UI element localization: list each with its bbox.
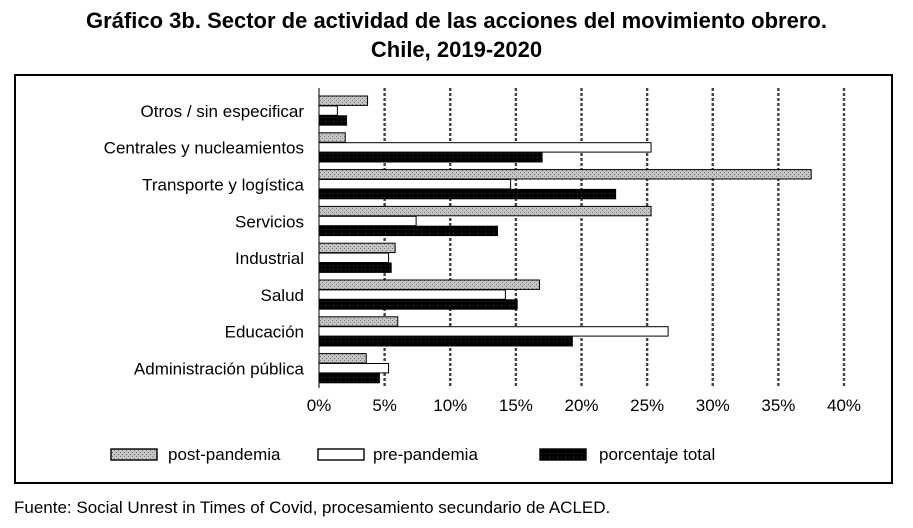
category-label: Salud xyxy=(260,285,304,305)
bar-post-pandemia xyxy=(319,354,366,363)
bar-post-pandemia xyxy=(319,133,345,142)
x-tick-label: 15% xyxy=(498,396,533,415)
bar-post-pandemia xyxy=(319,280,540,289)
bar-post-pandemia xyxy=(319,317,398,326)
bar-porcentaje-total xyxy=(319,116,347,125)
x-tick-label: 5% xyxy=(372,396,397,415)
bar-porcentaje-total xyxy=(319,153,542,162)
x-tick-label: 35% xyxy=(761,396,796,415)
bar-pre-pandemia xyxy=(319,143,651,152)
x-tick-label: 0% xyxy=(306,396,332,415)
category-label: Educación xyxy=(224,322,304,342)
bar-post-pandemia xyxy=(319,96,368,105)
category-label: Centrales y nucleamientos xyxy=(103,138,304,158)
bar-pre-pandemia xyxy=(319,364,389,373)
x-tick-label: 10% xyxy=(433,396,468,415)
bar-porcentaje-total xyxy=(319,300,517,309)
x-tick-label: 25% xyxy=(630,396,665,415)
chart-title xyxy=(0,6,913,64)
legend-swatch-pre-pandemia xyxy=(318,449,364,460)
category-label: Industrial xyxy=(235,249,304,269)
bar-porcentaje-total xyxy=(319,263,391,272)
source-note: Fuente: Social Unrest in Times of Covid, procesamiento secundario de ACLED. xyxy=(14,498,611,517)
bar-pre-pandemia xyxy=(319,106,337,115)
bar-post-pandemia xyxy=(319,170,811,179)
bar-pre-pandemia xyxy=(319,327,668,336)
category-label: Servicios xyxy=(235,212,304,232)
bar-pre-pandemia xyxy=(319,180,511,189)
x-tick-label: 40% xyxy=(826,396,862,415)
bar-porcentaje-total xyxy=(319,337,572,346)
bar-pre-pandemia xyxy=(319,290,505,299)
bar-pre-pandemia xyxy=(319,216,416,225)
legend-label-pre-pandemia: pre-pandemia xyxy=(373,445,478,464)
bar-porcentaje-total xyxy=(319,226,498,235)
chart-frame xyxy=(14,74,893,484)
bar-post-pandemia xyxy=(319,206,651,215)
bar-pre-pandemia xyxy=(319,253,389,262)
bar-chart xyxy=(16,76,891,482)
x-tick-label: 20% xyxy=(564,396,599,415)
chart-title-line2: Chile, 2019-2020 xyxy=(370,37,543,62)
x-tick-label: 30% xyxy=(695,396,730,415)
chart-title-line1: Gráfico 3b. Sector de actividad de las acciones del movimiento obrero. xyxy=(86,8,827,33)
legend-swatch-post-pandemia xyxy=(111,449,157,460)
category-label: Administración pública xyxy=(133,359,304,379)
category-label: Transporte y logística xyxy=(142,175,304,195)
bar-porcentaje-total xyxy=(319,373,379,382)
bar-post-pandemia xyxy=(319,243,395,252)
category-label: Otros / sin especificar xyxy=(140,101,304,121)
legend-label-post-pandemia: post-pandemia xyxy=(168,445,281,464)
bar-porcentaje-total xyxy=(319,189,616,198)
legend-swatch-porcentaje-total xyxy=(540,449,586,460)
legend-label-porcentaje-total: porcentaje total xyxy=(599,445,716,464)
